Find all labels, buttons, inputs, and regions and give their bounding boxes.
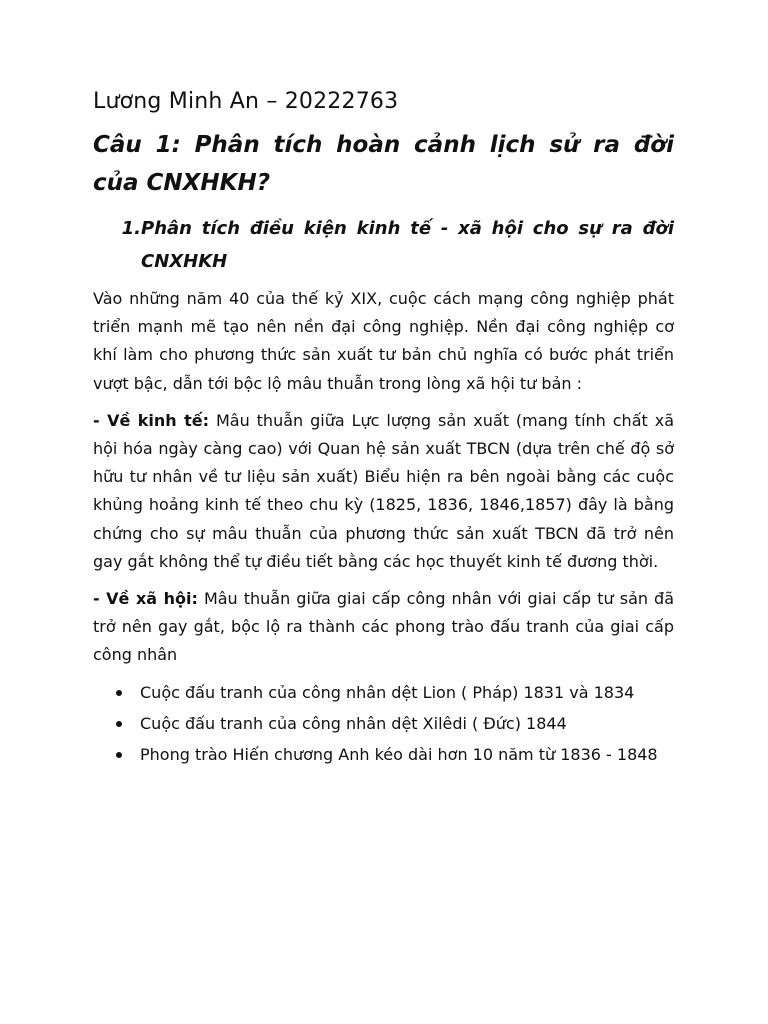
list-item-text: Cuộc đấu tranh của công nhân dệt Xilêdi ( Đức) 1844 [140, 713, 567, 733]
document-page [93, 84, 674, 772]
economic-text: Mâu thuẫn giữa Lực lượng sản xuất (mang tính chất xã hội hóa ngày càng cao) với Quan hệ sản xuất TBCN (dựa trên chế độ sở hữu tư nhân về tư liệu sản xuất) Biểu hiện ra bên ngoài bằng các cuộc khủng hoảng kinh tế theo chu kỳ (1825, 1836, 1846,1857) đây là bằng chứng cho sự mâu thuẫn của phương thức sản xuất TBCN đã trở nên gay gắt không thể tự điều tiết bằng các học thuyết kinh tế đương thời. [93, 410, 674, 571]
list-item-text: Phong trào Hiến chương Anh kéo dài hơn 10 năm từ 1836 - 1848 [140, 745, 658, 765]
bullet-icon [93, 679, 140, 707]
social-label: - Về xã hội: [93, 589, 198, 609]
bullet-icon [93, 710, 140, 738]
economic-paragraph [93, 407, 674, 576]
list-item [93, 679, 674, 707]
question-heading: Câu 1: Phân tích hoàn cảnh lịch sử ra đời của CNXHKH? [93, 132, 674, 196]
section-title: Phân tích điều kiện kinh tế - xã hội cho sự ra đời CNXHKH [141, 218, 674, 272]
section-number: 1. [121, 218, 141, 239]
author-line: Lương Minh An – 20222763 [93, 89, 399, 114]
section-heading [93, 212, 674, 278]
list-item [93, 741, 674, 769]
bullet-icon [93, 741, 140, 769]
intro-paragraph: Vào những năm 40 của thế kỷ XIX, cuộc cách mạng công nghiệp phát triển mạnh mẽ tạo nên nền đại công nghiệp. Nền đại công nghiệp cơ khí làm cho phương thức sản xuất tư bản chủ nghĩa có bước phát triển vượt bậc, dẫn tới bộc lộ mâu thuẫn trong lòng xã hội tư bản : [93, 289, 674, 393]
social-text: Mâu thuẫn giữa giai cấp công nhân với giai cấp tư sản đã trở nên gay gắt, bộc lộ ra thành các phong trào đấu tranh của giai cấp công nhân [93, 589, 675, 665]
bullet-list [93, 679, 674, 770]
list-item-text: Cuộc đấu tranh của công nhân dệt Lion ( Pháp) 1831 và 1834 [140, 682, 635, 702]
economic-label: - Về kinh tế: [93, 410, 209, 430]
list-item [93, 710, 674, 738]
social-paragraph [93, 585, 674, 670]
